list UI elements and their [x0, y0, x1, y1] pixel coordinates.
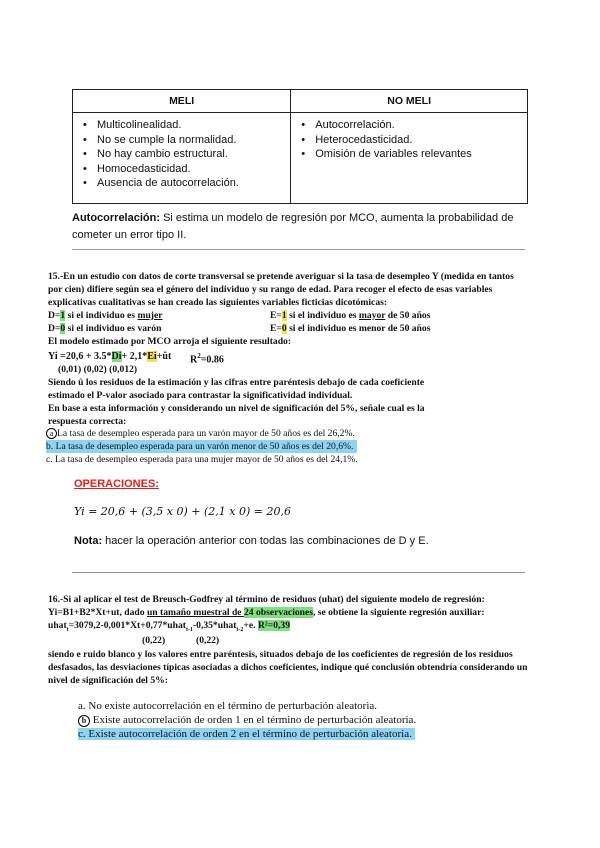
q16-line: desfasados, las desviaciones típicas asociadas a dichos coeficientes, indique qué conclusión obtendría considerando un	[48, 662, 528, 673]
q16-line: nivel de significación del 5%:	[48, 675, 168, 686]
q16-line-3: uhat$_t$=3079,2-0,001*Xt+0,77*uhat$_{t-1}$-0,35*uhat$_{t-2}$+e. R²=0,39	[48, 620, 290, 633]
meli-item: • Multicolinealidad.	[97, 118, 284, 133]
q15-model: Yi =20,6 + 3.5*Di+ 2,1*Ei+ût	[48, 351, 172, 362]
q15-d1: D=1 si el individuo es mujer	[48, 310, 163, 321]
autocorr-label: Autocorrelación:	[72, 212, 161, 224]
q15-option-b[interactable]: b. La tasa de desempleo esperada para un varón menor de 50 años es del 20,6%.	[46, 440, 357, 453]
q15-se: (0,01) (0,02) (0,012)	[58, 364, 138, 375]
meli-item: • Homocedasticidad.	[97, 162, 284, 177]
no-meli-item: • Omisión de variables relevantes	[315, 147, 521, 162]
operations-title: OPERACIONES:	[74, 478, 159, 490]
autocorr-text: Si estima un modelo de regresión por MCO, aumenta la probabilidad de	[160, 212, 514, 224]
q16-line-2: Yi=B1+B2*Xt+ut, dado un tamaño muestral de 24 observaciones, se obtiene la siguiente regresión auxiliar:	[48, 607, 485, 618]
meli-item: • No se cumple la normalidad.	[97, 133, 284, 148]
meli-item: • Ausencia de autocorrelación.	[97, 176, 284, 191]
q15-line: por cien) difiere según sea el género del individuo y su rango de edad. Para recoger el efecto de esas variables	[48, 284, 493, 295]
q16-option-b[interactable]: b Existe autocorrelación de orden 1 en el término de perturbación aleatoria.	[78, 714, 416, 727]
q16-option-c[interactable]: c. Existe autocorrelación de orden 2 en el término de perturbación aleatoria.	[78, 728, 415, 740]
note-text: hacer la operación anterior con todas las combinaciones de D y E.	[102, 535, 429, 547]
q16-line: 16.-Si al aplicar el test de Breusch-Godfrey al término de residuos (uhat) del siguiente modelo de regresión:	[48, 594, 485, 605]
operations-formula: Yi = 20,6 + (3,5 x 0) + (2,1 x 0) = 20,6	[74, 505, 291, 518]
divider	[72, 249, 525, 250]
no-meli-item: • Heterocedasticidad.	[315, 133, 521, 148]
q15-line: 15.-En un estudio con datos de corte transversal se pretende averiguar si la tasa de desempleo Y (medida en tantos	[48, 271, 514, 282]
q16-option-a[interactable]: a. No existe autocorrelación en el término de perturbación aleatoria.	[78, 700, 378, 712]
meli-item: • No hay cambio estructural.	[97, 147, 284, 162]
q15-line: explicativas cualitativas se han creado las siguientes variables ficticias dicotómicas:	[48, 297, 388, 308]
operations-note	[74, 533, 429, 550]
q15-d0: D=0 si el individuo es varón	[48, 323, 162, 334]
note-label: Nota:	[74, 535, 103, 547]
selected-circle-icon: a	[46, 428, 57, 439]
q16-se-1: (0,22)	[142, 635, 166, 646]
q15-line: respuesta correcta:	[48, 416, 127, 427]
q15-option-c[interactable]: c. La tasa de desempleo esperada para una mujer mayor de 50 años es del 24,1%.	[46, 454, 358, 465]
q15-r2: $R^2=0.86$	[190, 352, 224, 366]
q15-e1: E=1 si el individuo es mayor de 50 años	[270, 310, 431, 321]
q16-se-2: (0,22)	[196, 635, 220, 646]
meli-table	[72, 89, 528, 204]
q15-line: En base a esta información y considerando un nivel de significación del 5%, señale cual es la	[48, 403, 425, 414]
q15-e0: E=0 si el individuo es menor de 50 años	[270, 323, 431, 334]
q15-line: estimado el P-valor asociado para contrastar la significatividad individual.	[48, 390, 353, 401]
q16-line: siendo e ruido blanco y los valores entre paréntesis, situados debajo de los coeficientes de regresión de los residuos	[48, 649, 513, 660]
no-meli-item: • Autocorrelación.	[315, 118, 521, 133]
q15-model-intro: El modelo estimado por MCO arroja el siguiente resultado:	[48, 336, 292, 347]
q15-line: Siendo û los residuos de la estimación y las cifras entre paréntesis debajo de cada coeficiente	[48, 377, 425, 388]
meli-cell	[73, 113, 291, 204]
no-meli-cell	[291, 113, 528, 204]
autocorr-text-2: cometer un error tipo II.	[72, 229, 187, 241]
autocorr-note	[72, 210, 532, 244]
no-meli-header: NO MELI	[291, 90, 528, 113]
selected-circle-icon: b	[78, 715, 90, 727]
meli-header: MELI	[73, 90, 291, 113]
q15-option-a[interactable]: a La tasa de desempleo esperada para un varón mayor de 50 años es del 26,2%.	[46, 427, 355, 440]
divider	[72, 572, 525, 573]
